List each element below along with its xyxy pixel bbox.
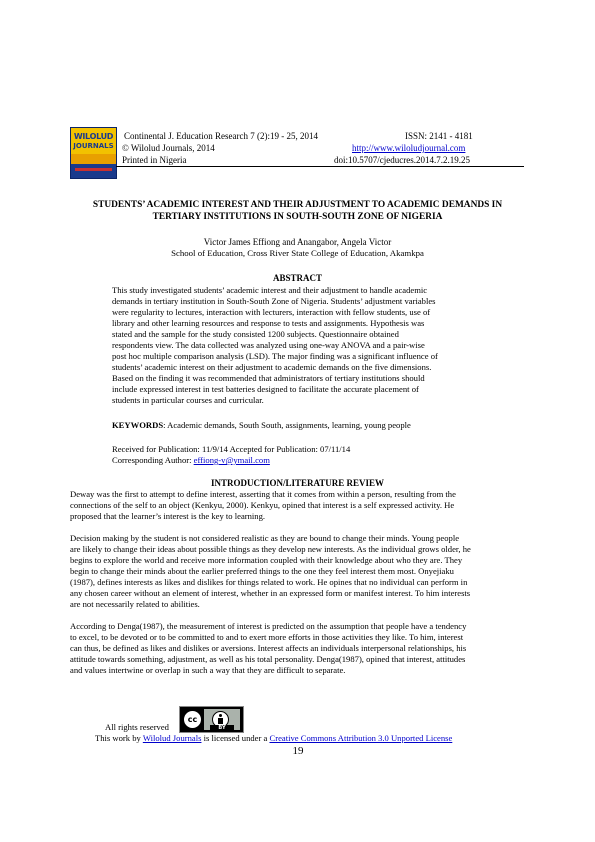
- paragraph-line: any chosen career without an element of interest, whether in an expressed form or manifest interest. To him interests: [70, 588, 471, 598]
- abstract-line: library and other learning resources and response to tests and assignments. Hypothesis was: [112, 318, 425, 328]
- cc-license-link[interactable]: Creative Commons Attribution 3.0 Unported License: [269, 733, 453, 743]
- journal-logo: [70, 127, 117, 179]
- page-number: 19: [292, 745, 304, 757]
- license-statement: [95, 733, 535, 744]
- doi: doi:10.5707/cjeducres.2014.7.2.19.25: [334, 155, 470, 165]
- journal-url-link[interactable]: http://www.wiloludjournal.com: [352, 143, 466, 153]
- article-title-line-1: STUDENTS’ ACADEMIC INTEREST AND THEIR ADJUSTMENT TO ACADEMIC DEMANDS IN: [92, 200, 503, 210]
- paragraph-line: Decision making by the student is not considered realistic as they are bound to change their minds. Young people: [70, 533, 460, 543]
- paragraph-line: According to Denga(1987), the measurement of interest is predicted on the assumption that people have a tendency: [70, 621, 467, 631]
- abstract-line: respondents view. The data collected was analyzed using one-way ANOVA and a pair-wise: [112, 340, 425, 350]
- received-dates: Received for Publication: 11/9/14 Accepted for Publication: 07/11/14: [112, 444, 351, 454]
- wilolud-journals-link[interactable]: Wilolud Journals: [142, 733, 202, 743]
- paragraph-line: begins to explore the world and receive more information coupled with their knowledge about who they are. They: [70, 555, 463, 565]
- paragraph-line: connections of the self to an object (Kenkyu, 2000). Kenkyu, opined that interest is a self expressed activity. He: [70, 500, 455, 510]
- logo-text-2: JOURNALS: [73, 142, 114, 150]
- paragraph-line: can thus, be defined as likes and dislikes or aversions. Interest affects an individuals interpersonal relationships, his: [70, 643, 467, 653]
- intro-paragraph-2: [70, 533, 526, 610]
- copyright: © Wilolud Journals, 2014: [122, 143, 215, 153]
- intro-heading: INTRODUCTION/LITERATURE REVIEW: [210, 478, 385, 488]
- abstract-heading: ABSTRACT: [272, 273, 322, 283]
- paragraph-line: to excel, to be devoted or to be committed to and to exert more efforts in those activities they like. To him, interest: [70, 632, 464, 642]
- printed-location: Printed in Nigeria: [122, 155, 187, 165]
- paragraph-line: Deway was the first to attempt to define interest, asserting that it comes from within a person, resulting from the: [70, 489, 456, 499]
- by-label: BY: [210, 725, 234, 731]
- keywords-list: : Academic demands, South South, assignments, learning, young people: [163, 420, 411, 430]
- abstract-line: were regularity to lectures, interaction with lecturers, interaction with fellow students, use of: [112, 307, 431, 317]
- abstract-line: demands in tertiary institution in South-South Zone of Nigeria. Students’ adjustment variables: [112, 296, 436, 306]
- corresponding-email-link[interactable]: effiong-v@ymail.com: [193, 455, 270, 465]
- cc-icon: cc: [183, 710, 202, 729]
- keywords-label: KEYWORDS: [112, 420, 164, 430]
- logo-text-1: WILOLUD: [73, 132, 114, 141]
- abstract-line: students in particular courses and curricular.: [112, 395, 264, 405]
- abstract-line: post hoc multiple comparison analysis (LSD). The major finding was a significant influence of: [112, 351, 438, 361]
- journal-citation: Continental J. Education Research 7 (2):19 - 25, 2014: [124, 131, 318, 141]
- paragraph-line: begin to change their minds about the earlier preferred things to the one they feel interest them most. Onyejiaku: [70, 566, 454, 576]
- article-title-line-2: TERTIARY INSTITUTIONS IN SOUTH-SOUTH ZONE OF NIGERIA: [152, 212, 443, 222]
- creative-commons-badge[interactable]: [179, 706, 244, 733]
- intro-paragraph-1: [70, 489, 526, 522]
- article-title: [60, 199, 535, 223]
- keywords: [112, 420, 512, 431]
- abstract-line: include expressed interest in test batteries designed to facilitate the accurate placement of: [112, 384, 419, 394]
- paragraph-line: are likely to change their ideas about possible things as they develop new interests. As the individual grows older, he: [70, 544, 471, 554]
- paragraph-line: are not necessarily related to abilities.: [70, 599, 200, 609]
- paragraph-line: attitude towards something, adjustment, as well as his total personality. Denga(1987), opined that interest, attitudes: [70, 654, 466, 664]
- authors: Victor James Effiong and Anangabor, Angela Victor: [203, 237, 392, 247]
- header-divider: [116, 166, 524, 167]
- affiliation: School of Education, Cross River State College of Education, Akamkpa: [171, 248, 424, 258]
- all-rights-reserved: All rights reserved: [105, 722, 169, 732]
- issn: ISSN: 2141 - 4181: [405, 131, 473, 141]
- corresponding-label: Corresponding Author:: [112, 455, 194, 465]
- paragraph-line: proposed that the learner’s interest is the key to learning.: [70, 511, 266, 521]
- abstract-line: students’ academic interest on their adjustment to academic demands on the five dimensions.: [112, 362, 432, 372]
- abstract-body: [112, 285, 484, 406]
- paragraph-line: and values intertwine or overlap in such a way that they are difficult to separate.: [70, 665, 346, 675]
- intro-paragraph-3: [70, 621, 526, 676]
- corresponding-author: [112, 455, 512, 466]
- paragraph-line: (1987), defines interests as likes and dislikes for things related to work. He opines that no individual can perform in: [70, 577, 468, 587]
- license-prefix: This work by: [95, 733, 143, 743]
- license-middle: is licensed under a: [201, 733, 270, 743]
- abstract-line: stated and the sample for the study consisted 1200 subjects. Questionnaire obtained: [112, 329, 399, 339]
- abstract-line: Based on the finding it was recommended that administrators of tertiary institutions should: [112, 373, 425, 383]
- abstract-line: This study investigated students’ academic interest and their adjustment to handle academic: [112, 285, 428, 295]
